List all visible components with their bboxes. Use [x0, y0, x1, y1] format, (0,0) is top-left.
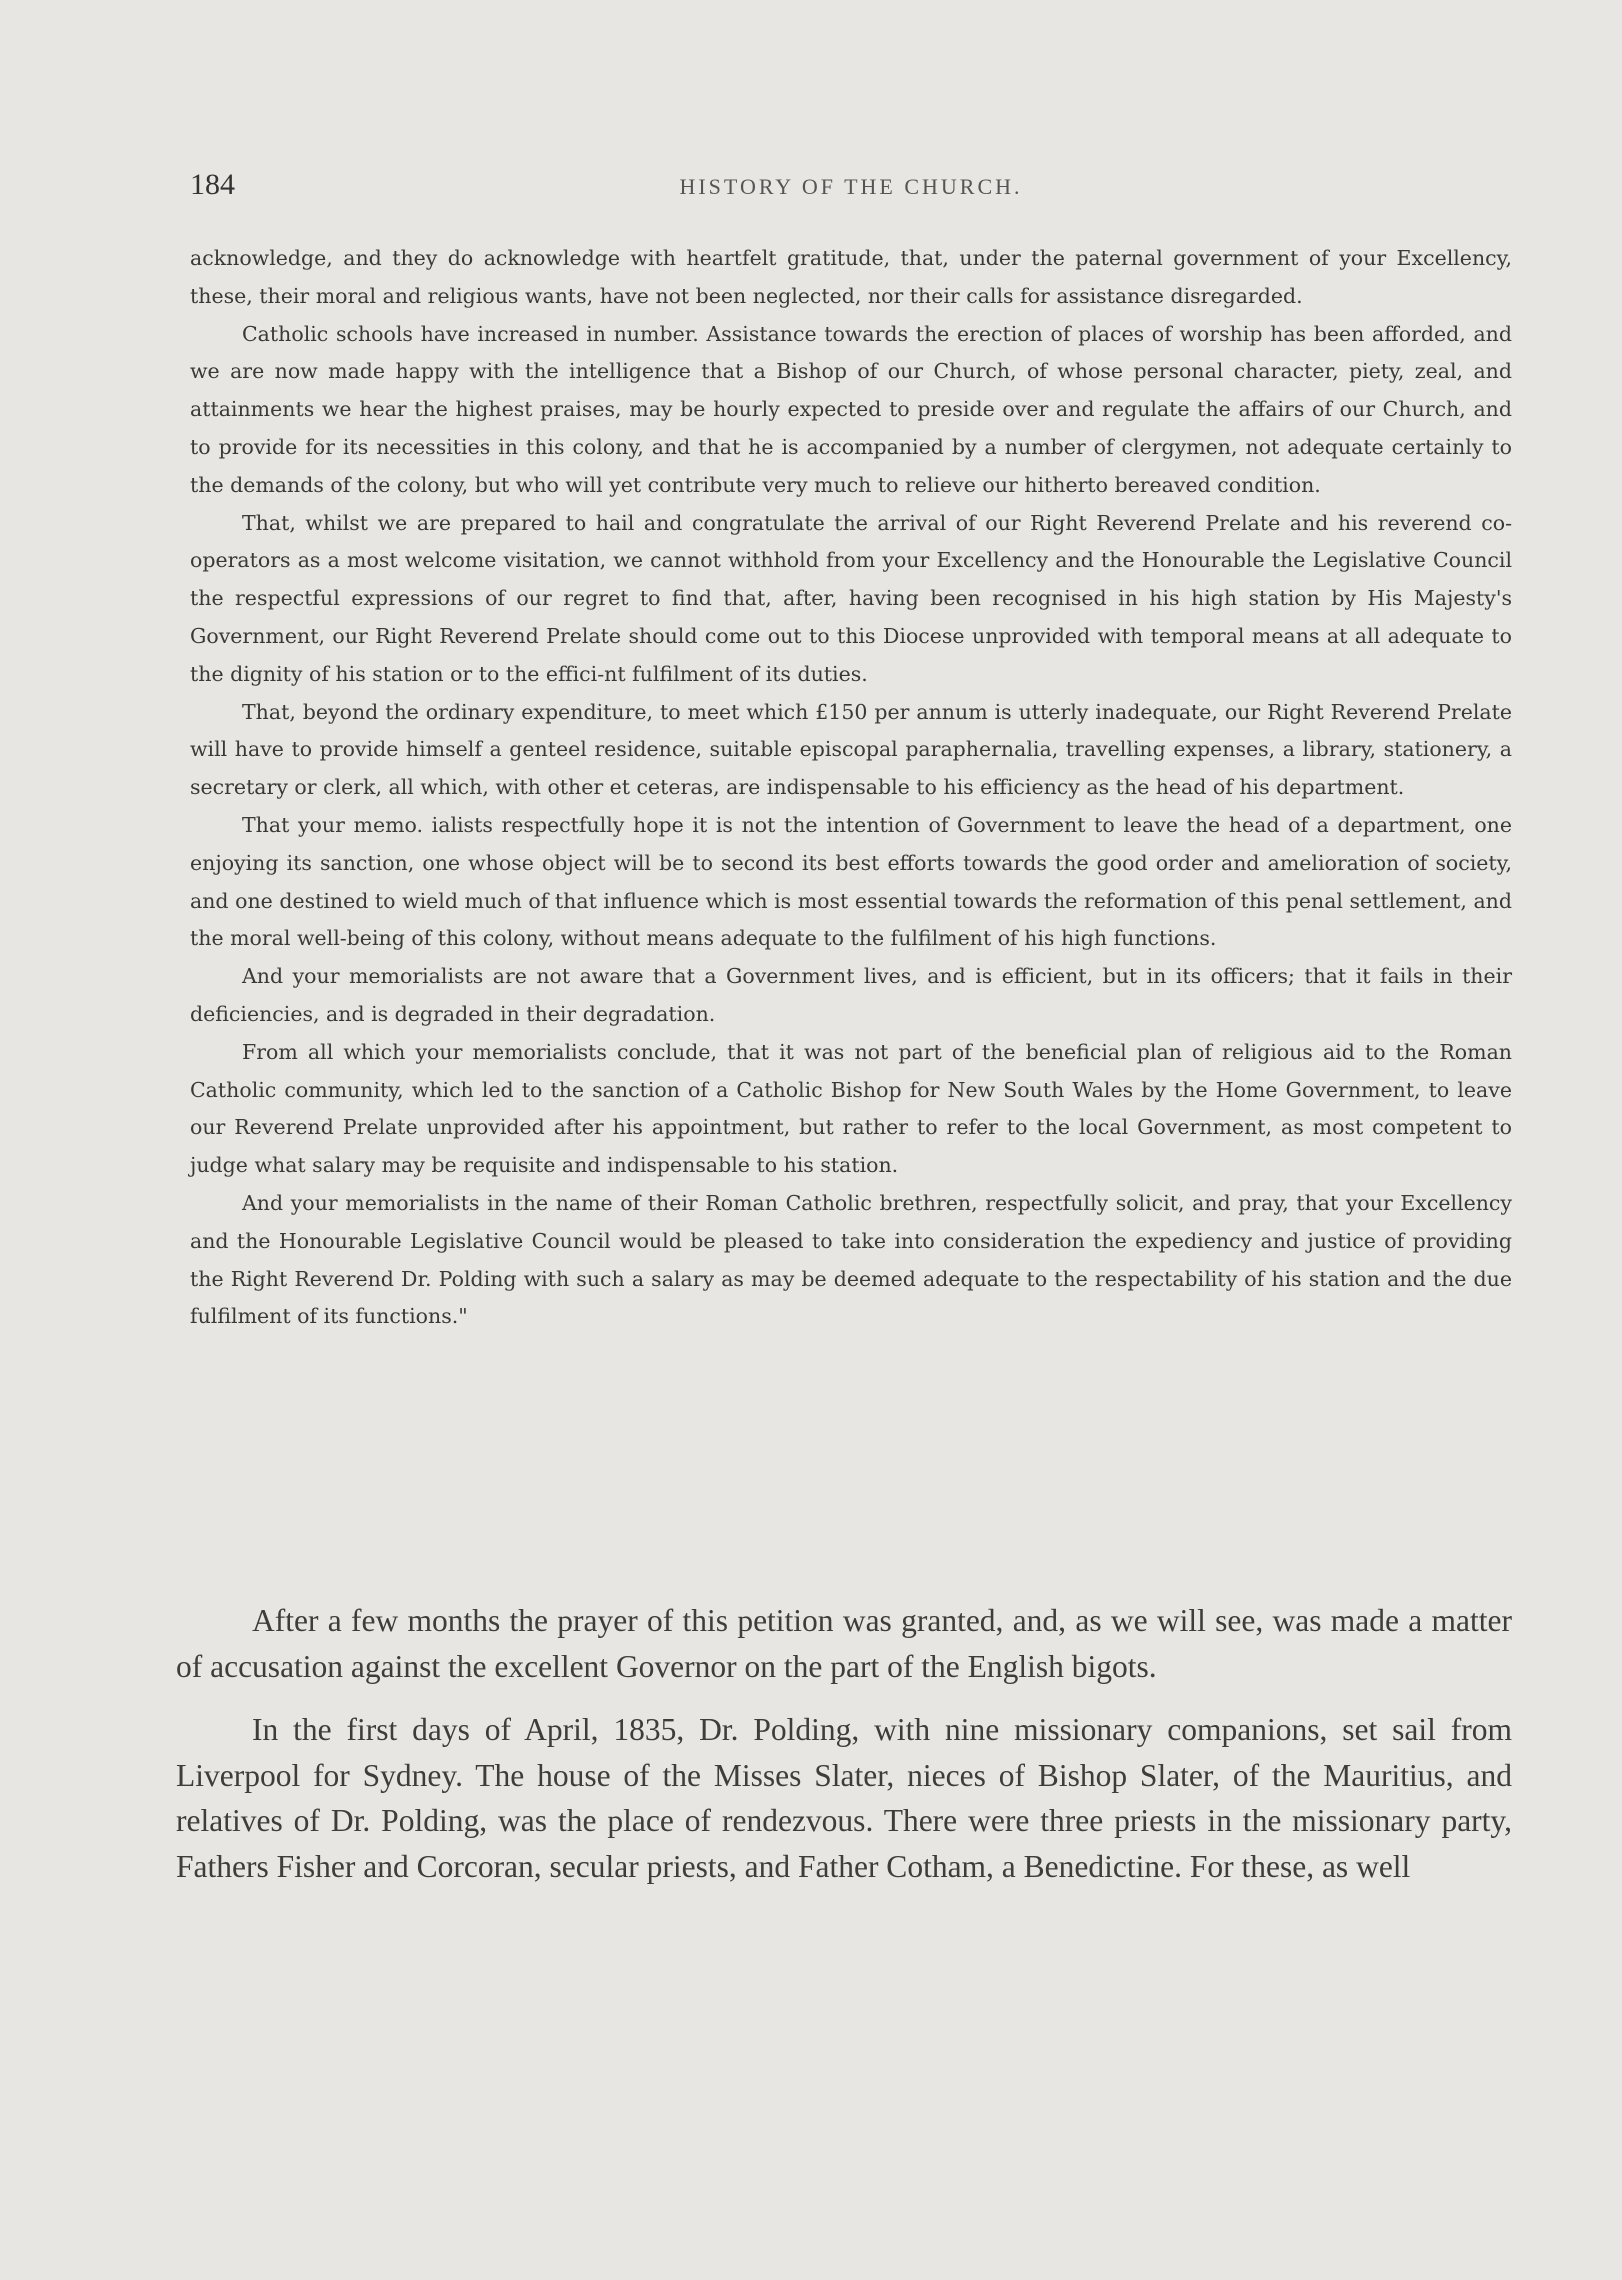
memorial-paragraph: Catholic schools have increased in number. Assistance towards the erection of places of worship has been afforded, and we are now made happy with the intelligence that a Bishop of our Church, of whose personal character, piety, zeal, and attainments we hear the highest praises, may be hourly expected to preside over and regulate the affairs of our Church, and to provide for its necessities in this colony, and that he is accompanied by a number of clergymen, not adequate certainly to the demands of the colony, but who will yet contribute very much to relieve our hitherto bereaved condition. — [190, 321, 1512, 497]
memorial-paragraph: That your memo. ialists respectfully hope it is not the intention of Government to leave the head of a department, one enjoying its sanction, one whose object will be to second its best efforts towards the good order and amelioration of society, and one destined to wield much of that influence which is most essential towards the reformation of this penal settlement, and the moral well-being of this colony, without means adequate to the fulfilment of his high functions. — [190, 812, 1512, 951]
memorial-paragraph: acknowledge, and they do acknowledge with heartfelt gratitude, that, under the paternal government of your Excellency, these, their moral and religious wants, have not been neglected, nor their calls for assistance disregarded. — [190, 246, 1512, 308]
page-header — [190, 168, 1512, 208]
running-title: HISTORY OF THE CHURCH. — [679, 174, 1023, 199]
page-number: 184 — [190, 168, 235, 201]
narrative-text — [176, 1598, 1512, 1889]
memorial-paragraph: That, beyond the ordinary expenditure, to meet which £150 per annum is utterly inadequate, our Right Reverend Prelate will have to provide himself a genteel residence, suitable episcopal paraphernalia, travelling expenses, a library, stationery, a secretary or clerk, all which, with other et ceteras, are indispensable to his efficiency as the head of his department. — [190, 699, 1512, 800]
narrative-paragraph: In the first days of April, 1835, Dr. Polding, with nine missionary companions, set sail from Liverpool for Sydney. The house of the Misses Slater, nieces of Bishop Slater, of the Mauritius, and relatives of Dr. Polding, was the place of rendezvous. There were three priests in the missionary party, Fathers Fisher and Corcoran, secular priests, and Father Cotham, a Benedictine. For these, as well — [176, 1712, 1512, 1884]
memorial-paragraph: That, whilst we are prepared to hail and congratulate the arrival of our Right Reverend Prelate and his reverend co-operators as a most welcome visitation, we cannot withhold from your Excellency and the Honourable the Legislative Council the respectful expressions of our regret to find that, after, having been recognised in his high station by His Majesty's Government, our Right Reverend Prelate should come out to this Diocese unprovided with temporal means at all adequate to the dignity of his station or to the effici-nt fulfilment of its duties. — [190, 510, 1512, 686]
narrative-paragraph: After a few months the prayer of this petition was granted, and, as we will see, was made a matter of accusation against the excellent Governor on the part of the English bigots. — [176, 1603, 1512, 1684]
memorial-quotation — [190, 240, 1512, 1336]
memorial-paragraph: And your memorialists are not aware that a Government lives, and is efficient, but in its officers; that it fails in their deficiencies, and is degraded in their degradation. — [190, 964, 1512, 1026]
memorial-paragraph: And your memorialists in the name of their Roman Catholic brethren, respectfully solicit, and pray, that your Excellency and the Honourable Legislative Council would be pleased to take into consideration the expediency and justice of providing the Right Reverend Dr. Polding with such a salary as may be deemed adequate to the respectability of his station and the due fulfilment of its functions." — [190, 1190, 1512, 1329]
memorial-paragraph: From all which your memorialists conclude, that it was not part of the beneficial plan of religious aid to the Roman Catholic community, which led to the sanction of a Catholic Bishop for New South Wales by the Home Government, to leave our Reverend Prelate unprovided after his appointment, but rather to refer to the local Government, as most competent to judge what salary may be requisite and indispensable to his station. — [190, 1039, 1512, 1178]
